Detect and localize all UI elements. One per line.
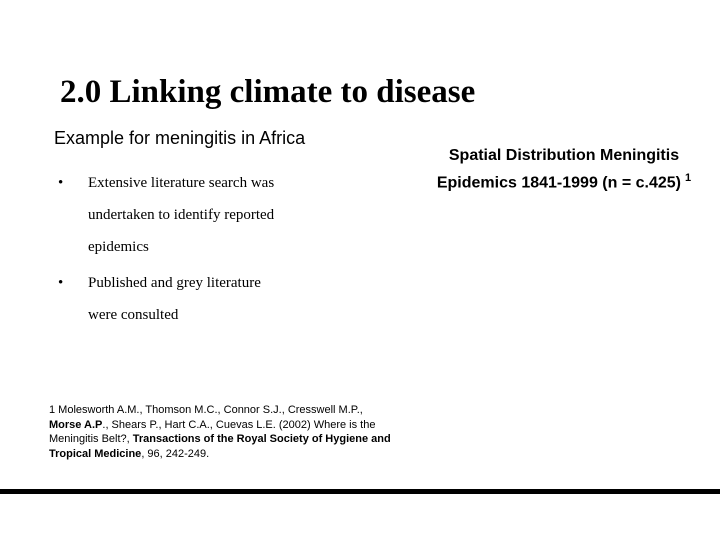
- slide-subtitle: Example for meningitis in Africa: [54, 128, 306, 148]
- reference-journal-bold: Transactions of the Royal Society of Hygiene and: [132, 433, 391, 445]
- bullet-line: epidemics: [88, 239, 149, 255]
- caption-line: Spatial Distribution Meningitis: [448, 147, 680, 164]
- bullet-item: [58, 167, 274, 263]
- caption-superscript: 1: [685, 172, 692, 184]
- bullet-icon: •: [58, 175, 64, 191]
- reference-line: [49, 432, 391, 447]
- reference-author-bold: Morse A.P: [49, 418, 103, 431]
- reference-text: , 96, 242-249.: [141, 447, 210, 460]
- figure-caption: [414, 144, 714, 194]
- reference-line: 1 Molesworth A.M., Thomson M.C., Connor S.J., Cresswell M.P.,: [49, 404, 363, 416]
- bullet-line: Extensive literature search was: [88, 175, 275, 191]
- caption-line: [414, 167, 714, 194]
- bullet-item: [58, 267, 274, 331]
- bullet-line: undertaken to identify reported: [88, 207, 275, 223]
- bullet-list: [58, 167, 274, 331]
- bullet-line: Published and grey literature: [88, 275, 261, 291]
- reference-line: [49, 418, 391, 433]
- reference-text: Meningitis Belt?,: [49, 433, 133, 445]
- bullet-icon: •: [58, 275, 64, 291]
- reference-footnote: [49, 403, 391, 461]
- bullet-line: were consulted: [88, 307, 179, 323]
- reference-text: ., Shears P., Hart C.A., Cuevas L.E. (2002) Where is the: [102, 418, 376, 431]
- reference-line: [49, 447, 391, 462]
- caption-text: Epidemics 1841-1999 (n = c.425): [436, 174, 681, 192]
- slide-title: 2.0 Linking climate to disease: [60, 74, 476, 110]
- reference-journal-bold: Tropical Medicine: [49, 447, 142, 460]
- footer-divider: [0, 489, 720, 494]
